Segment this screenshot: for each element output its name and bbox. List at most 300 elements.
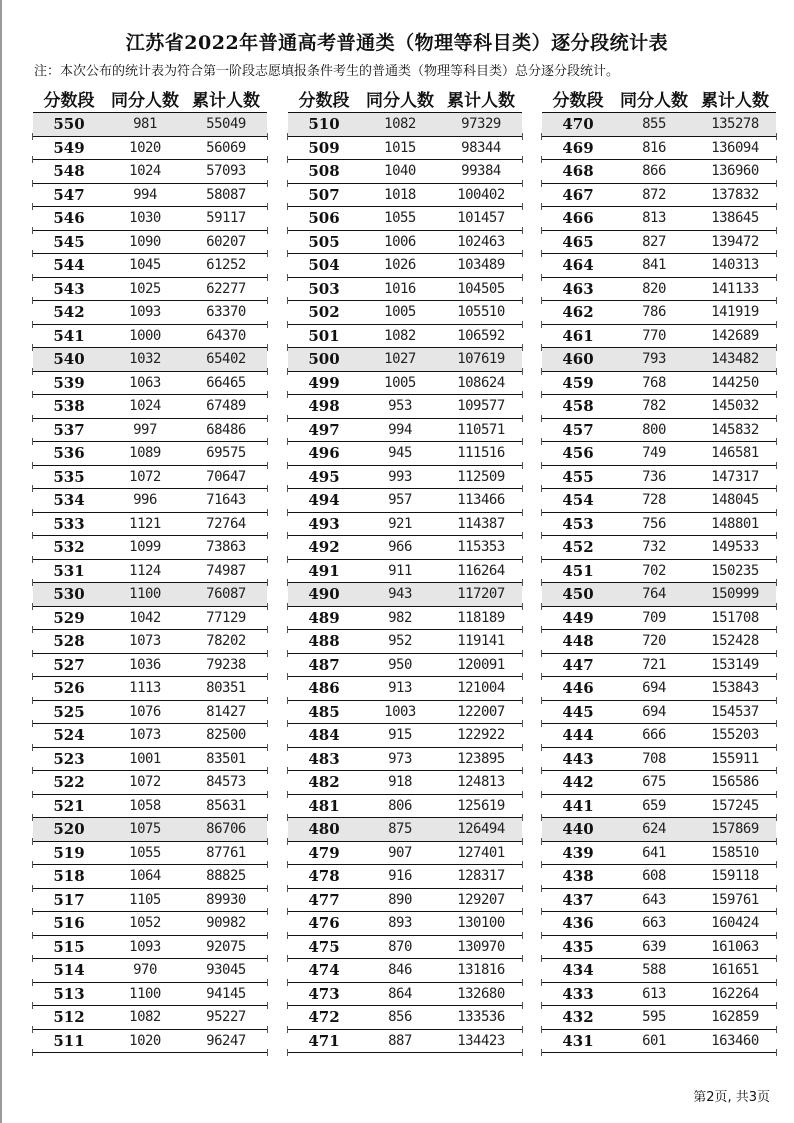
same-score-count-cell: 916 bbox=[388, 868, 412, 885]
table-row bbox=[542, 419, 776, 443]
cumulative-count-cell: 142689 bbox=[711, 327, 759, 344]
page-number: 第2页, 共3页 bbox=[693, 1090, 770, 1105]
cumulative-count-cell: 135278 bbox=[711, 116, 759, 133]
table-body bbox=[542, 113, 776, 1053]
same-score-count-cell: 702 bbox=[642, 562, 666, 579]
score-cell: 505 bbox=[308, 232, 340, 251]
header-score-range: 分数段 bbox=[298, 90, 350, 111]
table-row bbox=[288, 748, 522, 772]
table-row bbox=[33, 724, 267, 748]
cumulative-count-cell: 154537 bbox=[711, 703, 759, 720]
score-cell: 436 bbox=[562, 914, 594, 933]
same-score-count-cell: 1082 bbox=[384, 116, 416, 133]
score-cell: 523 bbox=[53, 749, 85, 768]
same-score-count-cell: 694 bbox=[642, 703, 666, 720]
cumulative-count-cell: 159761 bbox=[711, 891, 759, 908]
cumulative-count-cell: 136094 bbox=[711, 139, 759, 156]
cumulative-count-cell: 74987 bbox=[206, 562, 246, 579]
score-cell: 483 bbox=[308, 749, 340, 768]
same-score-count-cell: 1052 bbox=[129, 915, 161, 932]
score-cell: 472 bbox=[308, 1008, 340, 1027]
cumulative-count-cell: 111516 bbox=[457, 445, 505, 462]
same-score-count-cell: 639 bbox=[642, 938, 666, 955]
cumulative-count-cell: 152428 bbox=[711, 633, 759, 650]
score-cell: 474 bbox=[308, 961, 340, 980]
cumulative-count-cell: 78202 bbox=[206, 633, 246, 650]
same-score-count-cell: 764 bbox=[642, 586, 666, 603]
same-score-count-cell: 1093 bbox=[129, 938, 161, 955]
score-cell: 520 bbox=[53, 820, 85, 839]
score-cell: 546 bbox=[53, 209, 85, 228]
same-score-count-cell: 659 bbox=[642, 797, 666, 814]
score-cell: 528 bbox=[53, 632, 85, 651]
score-cell: 460 bbox=[562, 350, 594, 369]
cumulative-count-cell: 126494 bbox=[457, 821, 505, 838]
table-row bbox=[33, 865, 267, 889]
score-cell: 469 bbox=[562, 138, 594, 157]
table-row bbox=[288, 466, 522, 490]
same-score-count-cell: 1072 bbox=[129, 468, 161, 485]
cumulative-count-cell: 161063 bbox=[711, 938, 759, 955]
score-cell: 519 bbox=[53, 843, 85, 862]
table-row bbox=[542, 842, 776, 866]
cumulative-count-cell: 130970 bbox=[457, 938, 505, 955]
same-score-count-cell: 1005 bbox=[384, 304, 416, 321]
same-score-count-cell: 872 bbox=[642, 186, 666, 203]
same-score-count-cell: 827 bbox=[642, 233, 666, 250]
cumulative-count-cell: 58087 bbox=[206, 186, 246, 203]
cumulative-count-cell: 131816 bbox=[457, 962, 505, 979]
same-score-count-cell: 728 bbox=[642, 492, 666, 509]
table-row bbox=[288, 724, 522, 748]
cumulative-count-cell: 155203 bbox=[711, 727, 759, 744]
table-row bbox=[33, 419, 267, 443]
cumulative-count-cell: 95227 bbox=[206, 1009, 246, 1026]
same-score-count-cell: 1032 bbox=[129, 351, 161, 368]
cumulative-count-cell: 137832 bbox=[711, 186, 759, 203]
score-cell: 448 bbox=[562, 632, 594, 651]
table-row bbox=[288, 983, 522, 1007]
cumulative-count-cell: 55049 bbox=[206, 116, 246, 133]
cumulative-count-cell: 153843 bbox=[711, 680, 759, 697]
table-row bbox=[33, 254, 267, 278]
score-cell: 518 bbox=[53, 867, 85, 886]
table-row bbox=[542, 278, 776, 302]
same-score-count-cell: 1063 bbox=[129, 374, 161, 391]
score-cell: 452 bbox=[562, 538, 594, 557]
cumulative-count-cell: 96247 bbox=[206, 1032, 246, 1049]
same-score-count-cell: 749 bbox=[642, 445, 666, 462]
same-score-count-cell: 770 bbox=[642, 327, 666, 344]
same-score-count-cell: 813 bbox=[642, 210, 666, 227]
score-cell: 495 bbox=[308, 467, 340, 486]
table-row bbox=[288, 677, 522, 701]
same-score-count-cell: 945 bbox=[388, 445, 412, 462]
cumulative-count-cell: 109577 bbox=[457, 398, 505, 415]
table-row bbox=[542, 113, 776, 137]
same-score-count-cell: 870 bbox=[388, 938, 412, 955]
cumulative-count-cell: 141919 bbox=[711, 304, 759, 321]
cumulative-count-cell: 161651 bbox=[711, 962, 759, 979]
score-cell: 540 bbox=[53, 350, 85, 369]
same-score-count-cell: 768 bbox=[642, 374, 666, 391]
table-row bbox=[542, 771, 776, 795]
score-cell: 486 bbox=[308, 679, 340, 698]
score-cell: 507 bbox=[308, 185, 340, 204]
table-row bbox=[33, 513, 267, 537]
cumulative-count-cell: 147317 bbox=[711, 468, 759, 485]
cumulative-count-cell: 129207 bbox=[457, 891, 505, 908]
score-cell: 463 bbox=[562, 279, 594, 298]
score-cell: 439 bbox=[562, 843, 594, 862]
cumulative-count-cell: 60207 bbox=[206, 233, 246, 250]
table-row bbox=[542, 677, 776, 701]
same-score-count-cell: 1073 bbox=[129, 727, 161, 744]
same-score-count-cell: 1075 bbox=[129, 821, 161, 838]
table-row bbox=[542, 301, 776, 325]
same-score-count-cell: 841 bbox=[642, 257, 666, 274]
table-row bbox=[542, 724, 776, 748]
score-cell: 508 bbox=[308, 162, 340, 181]
cumulative-count-cell: 151708 bbox=[711, 609, 759, 626]
cumulative-count-cell: 158510 bbox=[711, 844, 759, 861]
score-cell: 453 bbox=[562, 514, 594, 533]
table-row bbox=[542, 395, 776, 419]
header-cumulative-count: 累计人数 bbox=[447, 90, 515, 111]
cumulative-count-cell: 99384 bbox=[461, 163, 501, 180]
cumulative-count-cell: 71643 bbox=[206, 492, 246, 509]
score-cell: 498 bbox=[308, 397, 340, 416]
table-row bbox=[33, 889, 267, 913]
score-cell: 501 bbox=[308, 326, 340, 345]
same-score-count-cell: 1005 bbox=[384, 374, 416, 391]
score-cell: 435 bbox=[562, 937, 594, 956]
score-cell: 499 bbox=[308, 373, 340, 392]
score-cell: 434 bbox=[562, 961, 594, 980]
same-score-count-cell: 1030 bbox=[129, 210, 161, 227]
table-row bbox=[542, 889, 776, 913]
table-row bbox=[33, 677, 267, 701]
cumulative-count-cell: 145032 bbox=[711, 398, 759, 415]
table-row bbox=[288, 513, 522, 537]
table-row bbox=[33, 536, 267, 560]
score-cell: 524 bbox=[53, 726, 85, 745]
cumulative-count-cell: 139472 bbox=[711, 233, 759, 250]
table-row bbox=[288, 889, 522, 913]
same-score-count-cell: 1036 bbox=[129, 656, 161, 673]
table-row bbox=[288, 395, 522, 419]
table-row bbox=[542, 184, 776, 208]
score-table-block-1 bbox=[33, 84, 267, 1053]
cumulative-count-cell: 128317 bbox=[457, 868, 505, 885]
table-row bbox=[33, 842, 267, 866]
table-row bbox=[288, 959, 522, 983]
score-table-block-3 bbox=[542, 84, 776, 1053]
score-cell: 449 bbox=[562, 608, 594, 627]
same-score-count-cell: 1058 bbox=[129, 797, 161, 814]
score-cell: 549 bbox=[53, 138, 85, 157]
cumulative-count-cell: 76087 bbox=[206, 586, 246, 603]
score-cell: 475 bbox=[308, 937, 340, 956]
same-score-count-cell: 588 bbox=[642, 962, 666, 979]
score-cell: 544 bbox=[53, 256, 85, 275]
table-row bbox=[288, 113, 522, 137]
cumulative-count-cell: 124813 bbox=[457, 774, 505, 791]
same-score-count-cell: 1026 bbox=[384, 257, 416, 274]
cumulative-count-cell: 119141 bbox=[457, 633, 505, 650]
score-cell: 473 bbox=[308, 984, 340, 1003]
score-cell: 541 bbox=[53, 326, 85, 345]
table-row bbox=[542, 207, 776, 231]
score-cell: 521 bbox=[53, 796, 85, 815]
score-cell: 550 bbox=[53, 115, 85, 134]
same-score-count-cell: 846 bbox=[388, 962, 412, 979]
same-score-count-cell: 736 bbox=[642, 468, 666, 485]
score-cell: 511 bbox=[53, 1031, 85, 1050]
cumulative-count-cell: 68486 bbox=[206, 421, 246, 438]
cumulative-count-cell: 132680 bbox=[457, 985, 505, 1002]
table-row bbox=[542, 630, 776, 654]
table-header bbox=[542, 84, 776, 113]
table-row bbox=[542, 489, 776, 513]
score-cell: 536 bbox=[53, 444, 85, 463]
score-cell: 494 bbox=[308, 491, 340, 510]
score-cell: 538 bbox=[53, 397, 85, 416]
same-score-count-cell: 1025 bbox=[129, 280, 161, 297]
score-cell: 535 bbox=[53, 467, 85, 486]
same-score-count-cell: 721 bbox=[642, 656, 666, 673]
score-cell: 433 bbox=[562, 984, 594, 1003]
cumulative-count-cell: 108624 bbox=[457, 374, 505, 391]
table-row bbox=[542, 160, 776, 184]
score-cell: 510 bbox=[308, 115, 340, 134]
table-row bbox=[288, 207, 522, 231]
table-body bbox=[288, 113, 522, 1053]
same-score-count-cell: 1113 bbox=[129, 680, 161, 697]
score-cell: 476 bbox=[308, 914, 340, 933]
cumulative-count-cell: 112509 bbox=[457, 468, 505, 485]
same-score-count-cell: 1073 bbox=[129, 633, 161, 650]
table-row bbox=[542, 513, 776, 537]
table-row bbox=[288, 607, 522, 631]
same-score-count-cell: 1024 bbox=[129, 163, 161, 180]
same-score-count-cell: 1100 bbox=[129, 985, 161, 1002]
header-score-range: 分数段 bbox=[552, 90, 604, 111]
score-cell: 509 bbox=[308, 138, 340, 157]
same-score-count-cell: 893 bbox=[388, 915, 412, 932]
same-score-count-cell: 993 bbox=[388, 468, 412, 485]
table-row bbox=[33, 818, 267, 842]
table-row bbox=[542, 983, 776, 1007]
same-score-count-cell: 1055 bbox=[384, 210, 416, 227]
header-same-score-count: 同分人数 bbox=[366, 90, 434, 111]
same-score-count-cell: 1045 bbox=[129, 257, 161, 274]
same-score-count-cell: 966 bbox=[388, 539, 412, 556]
score-cell: 480 bbox=[308, 820, 340, 839]
table-row bbox=[542, 654, 776, 678]
table-row bbox=[288, 865, 522, 889]
table-row bbox=[33, 184, 267, 208]
cumulative-count-cell: 65402 bbox=[206, 351, 246, 368]
same-score-count-cell: 694 bbox=[642, 680, 666, 697]
table-row bbox=[542, 466, 776, 490]
score-cell: 446 bbox=[562, 679, 594, 698]
cumulative-count-cell: 59117 bbox=[206, 210, 246, 227]
cumulative-count-cell: 63370 bbox=[206, 304, 246, 321]
table-row bbox=[542, 865, 776, 889]
score-cell: 484 bbox=[308, 726, 340, 745]
score-cell: 548 bbox=[53, 162, 85, 181]
cumulative-count-cell: 157869 bbox=[711, 821, 759, 838]
score-table-block-2 bbox=[288, 84, 522, 1053]
same-score-count-cell: 1093 bbox=[129, 304, 161, 321]
table-row bbox=[542, 936, 776, 960]
score-cell: 532 bbox=[53, 538, 85, 557]
cumulative-count-cell: 69575 bbox=[206, 445, 246, 462]
same-score-count-cell: 981 bbox=[133, 116, 157, 133]
table-row bbox=[33, 983, 267, 1007]
same-score-count-cell: 613 bbox=[642, 985, 666, 1002]
table-row bbox=[542, 795, 776, 819]
same-score-count-cell: 1099 bbox=[129, 539, 161, 556]
table-row bbox=[33, 912, 267, 936]
table-row bbox=[288, 372, 522, 396]
same-score-count-cell: 866 bbox=[642, 163, 666, 180]
score-cell: 471 bbox=[308, 1031, 340, 1050]
same-score-count-cell: 643 bbox=[642, 891, 666, 908]
cumulative-count-cell: 140313 bbox=[711, 257, 759, 274]
same-score-count-cell: 641 bbox=[642, 844, 666, 861]
score-cell: 432 bbox=[562, 1008, 594, 1027]
score-cell: 447 bbox=[562, 655, 594, 674]
score-cell: 526 bbox=[53, 679, 85, 698]
score-cell: 464 bbox=[562, 256, 594, 275]
score-cell: 482 bbox=[308, 773, 340, 792]
score-cell: 497 bbox=[308, 420, 340, 439]
table-row bbox=[288, 442, 522, 466]
same-score-count-cell: 820 bbox=[642, 280, 666, 297]
table-row bbox=[33, 160, 267, 184]
cumulative-count-cell: 144250 bbox=[711, 374, 759, 391]
score-cell: 488 bbox=[308, 632, 340, 651]
cumulative-count-cell: 133536 bbox=[457, 1009, 505, 1026]
score-cell: 456 bbox=[562, 444, 594, 463]
cumulative-count-cell: 84573 bbox=[206, 774, 246, 791]
score-cell: 478 bbox=[308, 867, 340, 886]
table-row bbox=[288, 137, 522, 161]
table-row bbox=[542, 560, 776, 584]
cumulative-count-cell: 80351 bbox=[206, 680, 246, 697]
table-row bbox=[542, 372, 776, 396]
score-cell: 441 bbox=[562, 796, 594, 815]
table-row bbox=[542, 231, 776, 255]
header-same-score-count: 同分人数 bbox=[620, 90, 688, 111]
table-row bbox=[33, 489, 267, 513]
same-score-count-cell: 666 bbox=[642, 727, 666, 744]
same-score-count-cell: 1072 bbox=[129, 774, 161, 791]
table-row bbox=[288, 936, 522, 960]
score-cell: 440 bbox=[562, 820, 594, 839]
cumulative-count-cell: 64370 bbox=[206, 327, 246, 344]
score-cell: 431 bbox=[562, 1031, 594, 1050]
score-cell: 527 bbox=[53, 655, 85, 674]
cumulative-count-cell: 62277 bbox=[206, 280, 246, 297]
same-score-count-cell: 953 bbox=[388, 398, 412, 415]
same-score-count-cell: 1003 bbox=[384, 703, 416, 720]
score-cell: 445 bbox=[562, 702, 594, 721]
score-cell: 537 bbox=[53, 420, 85, 439]
table-row bbox=[33, 466, 267, 490]
score-cell: 504 bbox=[308, 256, 340, 275]
table-row bbox=[33, 113, 267, 137]
same-score-count-cell: 1018 bbox=[384, 186, 416, 203]
cumulative-count-cell: 114387 bbox=[457, 515, 505, 532]
cumulative-count-cell: 79238 bbox=[206, 656, 246, 673]
same-score-count-cell: 1027 bbox=[384, 351, 416, 368]
table-header bbox=[33, 84, 267, 113]
cumulative-count-cell: 149533 bbox=[711, 539, 759, 556]
score-cell: 545 bbox=[53, 232, 85, 251]
score-cell: 533 bbox=[53, 514, 85, 533]
cumulative-count-cell: 155911 bbox=[711, 750, 759, 767]
same-score-count-cell: 907 bbox=[388, 844, 412, 861]
same-score-count-cell: 1015 bbox=[384, 139, 416, 156]
same-score-count-cell: 957 bbox=[388, 492, 412, 509]
same-score-count-cell: 996 bbox=[133, 492, 157, 509]
score-cell: 512 bbox=[53, 1008, 85, 1027]
score-cell: 462 bbox=[562, 303, 594, 322]
table-row bbox=[288, 630, 522, 654]
header-same-score-count: 同分人数 bbox=[111, 90, 179, 111]
cumulative-count-cell: 127401 bbox=[457, 844, 505, 861]
table-row bbox=[33, 795, 267, 819]
table-row bbox=[288, 231, 522, 255]
same-score-count-cell: 875 bbox=[388, 821, 412, 838]
cumulative-count-cell: 70647 bbox=[206, 468, 246, 485]
same-score-count-cell: 793 bbox=[642, 351, 666, 368]
table-row bbox=[542, 254, 776, 278]
table-row bbox=[33, 395, 267, 419]
cumulative-count-cell: 148801 bbox=[711, 515, 759, 532]
score-cell: 539 bbox=[53, 373, 85, 392]
score-cell: 466 bbox=[562, 209, 594, 228]
cumulative-count-cell: 118189 bbox=[457, 609, 505, 626]
score-cell: 515 bbox=[53, 937, 85, 956]
same-score-count-cell: 921 bbox=[388, 515, 412, 532]
same-score-count-cell: 709 bbox=[642, 609, 666, 626]
score-cell: 493 bbox=[308, 514, 340, 533]
score-cell: 443 bbox=[562, 749, 594, 768]
same-score-count-cell: 1016 bbox=[384, 280, 416, 297]
same-score-count-cell: 806 bbox=[388, 797, 412, 814]
cumulative-count-cell: 110571 bbox=[457, 421, 505, 438]
cumulative-count-cell: 66465 bbox=[206, 374, 246, 391]
same-score-count-cell: 1082 bbox=[129, 1009, 161, 1026]
score-cell: 503 bbox=[308, 279, 340, 298]
same-score-count-cell: 756 bbox=[642, 515, 666, 532]
table-row bbox=[33, 278, 267, 302]
cumulative-count-cell: 83501 bbox=[206, 750, 246, 767]
table-row bbox=[542, 583, 776, 607]
score-cell: 529 bbox=[53, 608, 85, 627]
cumulative-count-cell: 106592 bbox=[457, 327, 505, 344]
table-row bbox=[288, 325, 522, 349]
score-cell: 451 bbox=[562, 561, 594, 580]
score-cell: 542 bbox=[53, 303, 85, 322]
cumulative-count-cell: 122922 bbox=[457, 727, 505, 744]
table-row bbox=[542, 959, 776, 983]
table-row bbox=[288, 560, 522, 584]
